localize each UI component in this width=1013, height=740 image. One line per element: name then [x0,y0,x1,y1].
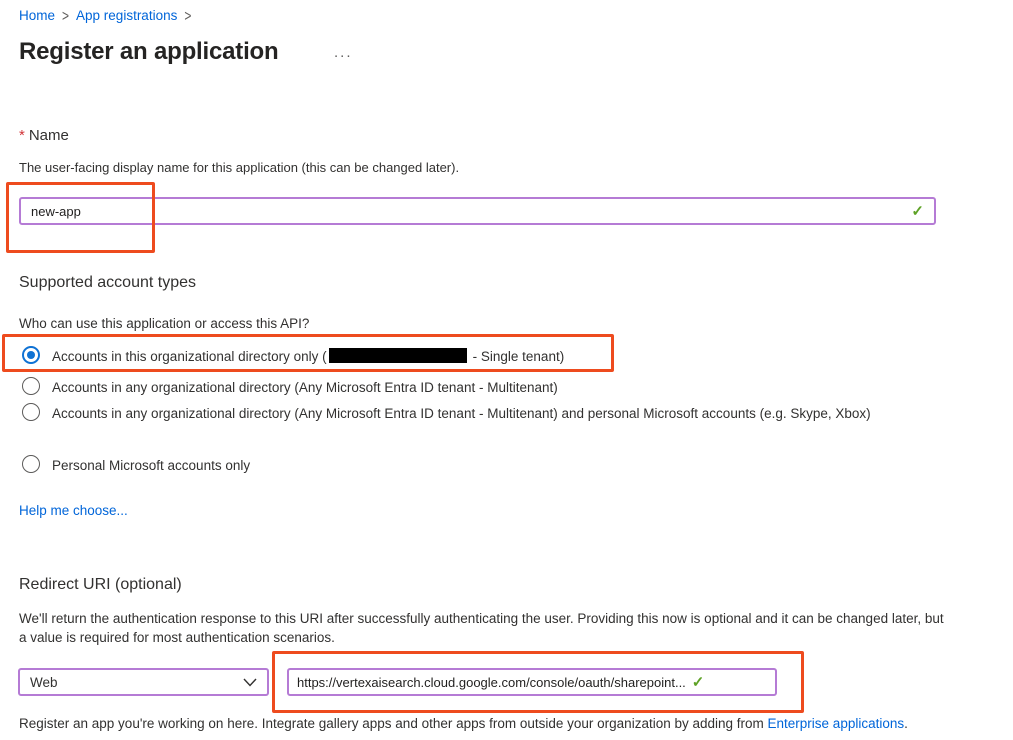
platform-select-value: Web [30,674,58,690]
radio-option-personal-only[interactable] [22,454,250,476]
footer-note: Register an app you're working on here. Integrate gallery apps and other apps from outside your organization by adding from Enterprise applications. [19,716,908,731]
radio-option-multitenant[interactable] [22,376,558,398]
radio-label: Accounts in any organizational directory (Any Microsoft Entra ID tenant - Multitenant) and personal Microsoft accounts (e.g. Skype, Xbox) [52,406,871,421]
breadcrumb [19,8,191,23]
redirect-uri-value: https://vertexaisearch.cloud.google.com/console/oauth/sharepoint... [297,674,686,690]
more-options-icon[interactable]: ... [334,44,353,61]
page-title: Register an application [19,38,279,65]
help-me-choose-link[interactable]: Help me choose... [19,503,128,518]
redacted-tenant-name [329,348,467,363]
radio-label: Accounts in this organizational directory only ( - Single tenant) [52,349,565,364]
name-input-value: new-app [31,203,81,219]
enterprise-applications-link[interactable]: Enterprise applications [767,716,905,731]
radio-option-multitenant-personal[interactable] [22,402,871,424]
radio-selected-icon[interactable] [22,346,40,364]
radio-unselected-icon[interactable] [22,377,40,395]
radio-option-single-tenant[interactable] [22,345,564,367]
name-input[interactable] [19,197,936,225]
name-field-description: The user-facing display name for this application (this can be changed later). [19,160,460,175]
redirect-uri-heading: Redirect URI (optional) [19,576,182,593]
required-asterisk: * [19,127,25,144]
redirect-uri-input[interactable] [287,668,777,696]
valid-checkmark-icon: ✓ [911,203,924,220]
name-field-label: * Name [19,127,69,144]
radio-unselected-icon[interactable] [22,455,40,473]
redirect-uri-description: We'll return the authentication response to this URI after successfully authenticating the user. Providing this now is optional and it can be changed later, but a value is required for most authentication scenarios. [19,611,944,645]
breadcrumb-app-registrations-link[interactable]: App registrations [76,8,178,23]
breadcrumb-home-link[interactable]: Home [19,8,56,23]
supported-account-types-heading: Supported account types [19,274,197,291]
chevron-down-icon [243,678,257,687]
breadcrumb-separator-icon: > [62,6,70,25]
radio-unselected-icon[interactable] [22,403,40,421]
radio-label: Personal Microsoft accounts only [52,458,251,473]
valid-checkmark-icon: ✓ [691,674,705,691]
platform-select-dropdown[interactable] [18,668,269,696]
breadcrumb-separator-icon: > [184,6,192,25]
account-types-question: Who can use this application or access this API? [19,316,310,331]
radio-label: Accounts in any organizational directory (Any Microsoft Entra ID tenant - Multitenant) [52,380,558,395]
